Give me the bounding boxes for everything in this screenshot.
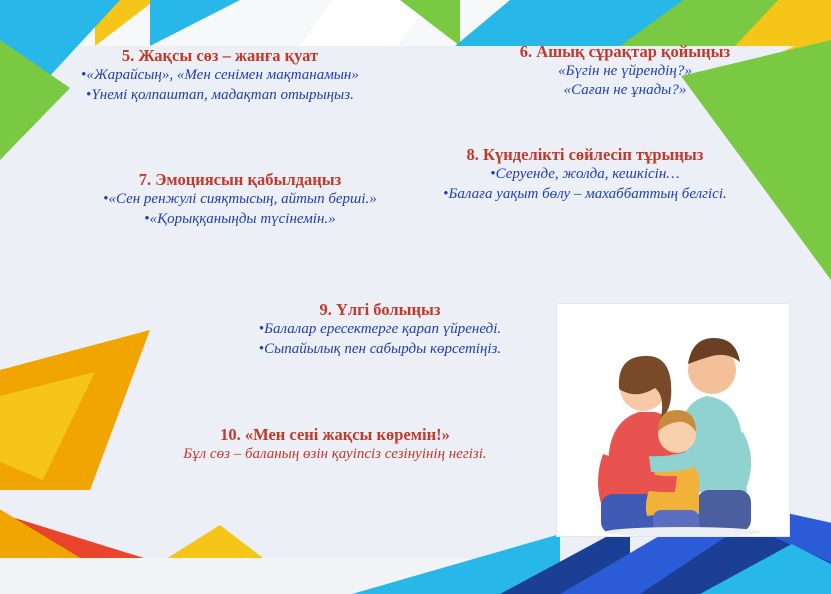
tip-heading-8: 8. Күнделікті сөйлесіп тұрыңыз bbox=[466, 145, 704, 164]
tip-line-8-1-text: Серуенде, жолда, кешкісін… bbox=[495, 166, 680, 182]
tip-line-7-2: •«Қорыққаныңды түсінемін.» bbox=[144, 210, 336, 227]
tip-line-5-1-text: «Жарайсың», «Мен сенімен мақтанамын» bbox=[86, 67, 359, 83]
tip-heading-5: 5. Жақсы сөз – жанға қуат bbox=[121, 46, 319, 65]
tip-line-9-1-text: Балалар ересектерге қарап үйренеді. bbox=[264, 321, 502, 337]
tip-block-7 bbox=[55, 170, 425, 229]
tip-line-10-1: Бұл сөз – баланың өзін қауіпсіз сезінуінің негізі. bbox=[183, 446, 487, 462]
tip-block-10 bbox=[130, 425, 540, 464]
tip-heading-7: 7. Эмоциясын қабылдаңыз bbox=[138, 170, 342, 189]
tip-line-8-1: •Серуенде, жолда, кешкісін… bbox=[490, 166, 680, 182]
tip-block-6 bbox=[430, 42, 820, 100]
tip-heading-10: 10. «Мен сені жақсы көремін!» bbox=[220, 425, 450, 444]
tip-line-5-2-text: Үнемі қолпаштап, мадақтап отырыңыз. bbox=[91, 86, 354, 103]
tip-block-5 bbox=[30, 46, 410, 105]
tip-line-8-2-text: Балаға уақыт бөлу – махаббаттың белгісі. bbox=[448, 185, 727, 202]
tip-line-9-2-text: Сыпайылық пен сабырды көрсетіңіз. bbox=[264, 340, 502, 357]
tip-line-6-2: «Саған не ұнады?» bbox=[563, 82, 687, 99]
tip-line-7-2-text: «Қорыққаныңды түсінемін.» bbox=[149, 210, 336, 227]
tip-line-5-1: •«Жарайсың», «Мен сенімен мақтанамын» bbox=[81, 67, 359, 83]
tip-line-9-2: •Сыпайылық пен сабырды көрсетіңіз. bbox=[258, 340, 502, 357]
family-hugging-illustration bbox=[556, 303, 790, 537]
tip-heading-9: 9. Үлгі болыңыз bbox=[319, 300, 441, 319]
tip-line-7-1-text: «Сен ренжулі сияқтысың, айтып берші.» bbox=[108, 191, 377, 207]
tip-line-8-2: •Балаға уақыт бөлу – махаббаттың белгісі. bbox=[443, 185, 727, 202]
tip-line-9-1: •Балалар ересектерге қарап үйренеді. bbox=[258, 321, 502, 337]
tip-line-6-1: «Бүгін не үйрендің?» bbox=[558, 63, 692, 79]
tip-block-8 bbox=[420, 145, 750, 204]
tip-heading-6: 6. Ашық сұрақтар қойыңыз bbox=[519, 42, 731, 61]
tip-block-9 bbox=[215, 300, 545, 359]
tip-line-5-2: •Үнемі қолпаштап, мадақтап отырыңыз. bbox=[86, 86, 354, 103]
tip-line-7-1: •«Сен ренжулі сияқтысың, айтып берші.» bbox=[103, 191, 377, 207]
